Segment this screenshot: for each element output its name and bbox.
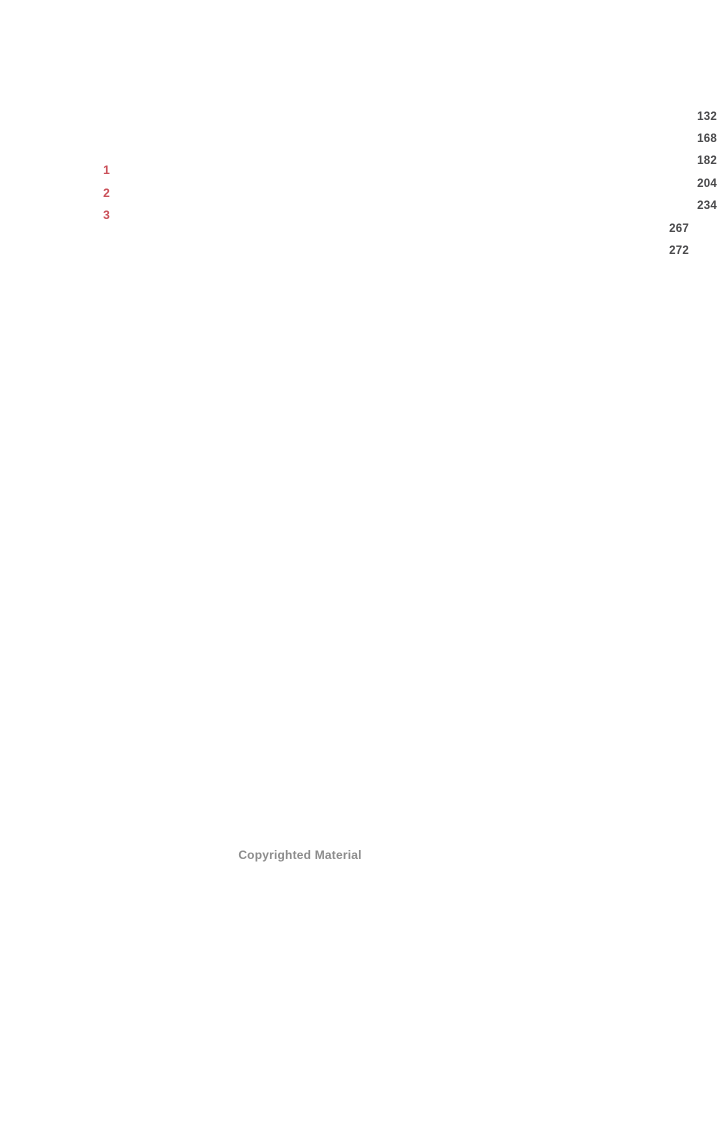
chapter-page: 168 [117, 133, 717, 1014]
section-page: 272 [89, 245, 689, 1126]
chapter-page: 132 [117, 111, 717, 992]
chapter-page: 204 [117, 178, 717, 1059]
chapter-number: 2 [103, 185, 110, 200]
section-page: 267 [89, 223, 689, 1104]
chapter-number: 3 [103, 207, 110, 222]
part2-toc-list [89, 110, 717, 697]
chapter-page: 234 [117, 200, 717, 1081]
chapter-page: 182 [117, 155, 717, 1036]
copyright-banner-bottom: Copyrighted Material [238, 848, 362, 862]
toc-row-extra [89, 245, 689, 696]
chapter-number: 1 [103, 163, 110, 178]
